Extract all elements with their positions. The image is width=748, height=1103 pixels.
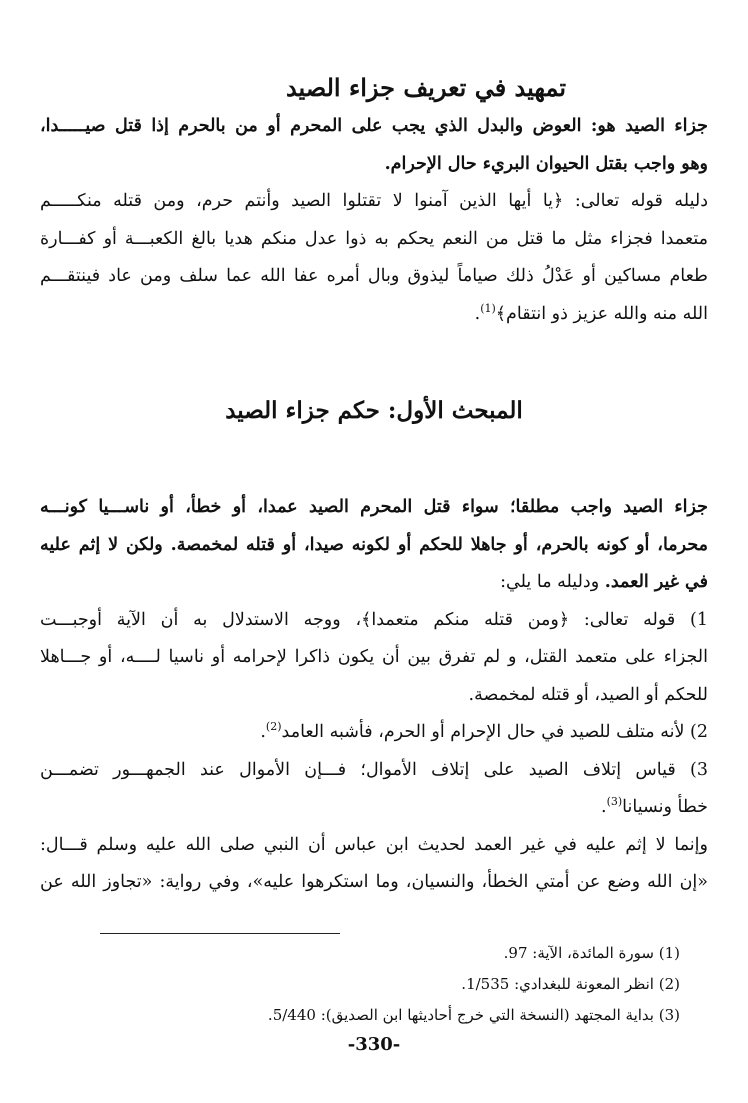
- evidence-item-3: [40, 752, 708, 827]
- text-fragment: 2) لأنه متلف للصيد في حال الإحرام أو الحرم، فأشبه العامد: [281, 722, 708, 742]
- footnotes: [40, 938, 680, 1031]
- text-line: [40, 296, 708, 334]
- footnote-ref[interactable]: (1): [480, 301, 496, 315]
- ruling-paragraph: [40, 489, 708, 602]
- evidence-item-1: [40, 602, 708, 715]
- footnote-ref[interactable]: (2): [265, 720, 282, 734]
- footnote: (3) بداية المجتهد (النسخة التي خرج أحاديثها ابن الصديق): 5/440.: [267, 1006, 680, 1024]
- text-fragment: خطأ ونسيانا: [622, 797, 708, 817]
- text-fragment: .: [474, 303, 481, 324]
- footnote-ref[interactable]: (3): [606, 795, 623, 809]
- hadith-paragraph: [40, 827, 708, 902]
- text-line: دليله قوله تعالى: ﴿يا أيها الذين آمنوا لا تقتلوا الصيد وأنتم حرم، ومن قتله منكـــــم: [40, 191, 708, 211]
- section-title: المبحث الأول: حكم جزاء الصيد: [225, 397, 523, 424]
- footnote-divider: [100, 933, 340, 934]
- text-line: 3) قياس إتلاف الصيد على إتلاف الأموال؛ فـــإن الأموال عند الجمهـــور تضمـــن: [40, 759, 708, 780]
- text-fragment: .: [601, 797, 607, 817]
- page-number: -330-: [347, 1034, 401, 1055]
- text-line: «إن الله وضع عن أمتي الخطأ، والنسيان، وما استكرهوا عليه»، وفي رواية: «تجاوز الله عن: [40, 872, 708, 892]
- footnote: (2) انظر المعونة للبغدادي: 1/535.: [461, 975, 680, 993]
- intro-title: تمهيد في تعريف جزاء الصيد: [285, 73, 566, 102]
- text-line: للحكم أو الصيد، أو قتله لمخمصة.: [468, 684, 708, 705]
- text-fragment: .: [260, 722, 266, 742]
- footnote: (1) سورة المائدة، الآية: 97.: [503, 944, 680, 962]
- text-fragment: في غير العمد.: [604, 572, 708, 592]
- text-line: محرما، أو كونه بالحرم، أو جاهلا للحكم أو لكونه صيدا، أو قتله لمخمصة. ولكن لا إثم عليه: [40, 534, 708, 555]
- text-line: [40, 564, 708, 602]
- definition-paragraph: [40, 108, 708, 183]
- text-line: [40, 789, 708, 827]
- evidence-paragraph: [40, 183, 708, 333]
- text-line: جزاء الصيد هو: العوض والبدل الذي يجب على المحرم أو من بالحرم إذا قتل صيـــــدا،: [40, 116, 708, 136]
- text-line: طعام مساكين أو عَدْلُ ذلك صياماً ليذوق وبال أمره عفا الله عما سلف ومن عاد فينتقـــم: [40, 266, 708, 286]
- text-line: الجزاء على متعمد القتل، و لم تفرق بين أن يكون ذاكرا لإحرامه أو ناسيا لــــه، أو جـــاهلا: [40, 647, 708, 667]
- text-line: وهو واجب بقتل الحيوان البريء حال الإحرام.: [384, 153, 708, 174]
- text-line: وإنما لا إثم عليه في غير العمد لحديث ابن عباس أن النبي صلى الله عليه وسلم قـــال:: [40, 834, 708, 855]
- text-fragment: ودليله ما يلي:: [500, 572, 605, 592]
- text-line: متعمدا فجزاء مثل ما قتل من النعم يحكم به ذوا عدل منكم هديا بالغ الكعبـــة أو كفـــارة: [40, 228, 708, 249]
- text-line: جزاء الصيد واجب مطلقا؛ سواء قتل المحرم الصيد عمدا، أو خطأ، أو ناســـيا كونـــه: [40, 497, 708, 517]
- text-fragment: الله منه والله عزيز ذو انتقام﴾: [495, 303, 708, 324]
- evidence-item-2: [40, 714, 708, 752]
- text-line: 1) قوله تعالى: ﴿ومن قتله منكم متعمدا﴾، ووجه الاستدلال به أن الآية أوجبـــت: [40, 609, 708, 630]
